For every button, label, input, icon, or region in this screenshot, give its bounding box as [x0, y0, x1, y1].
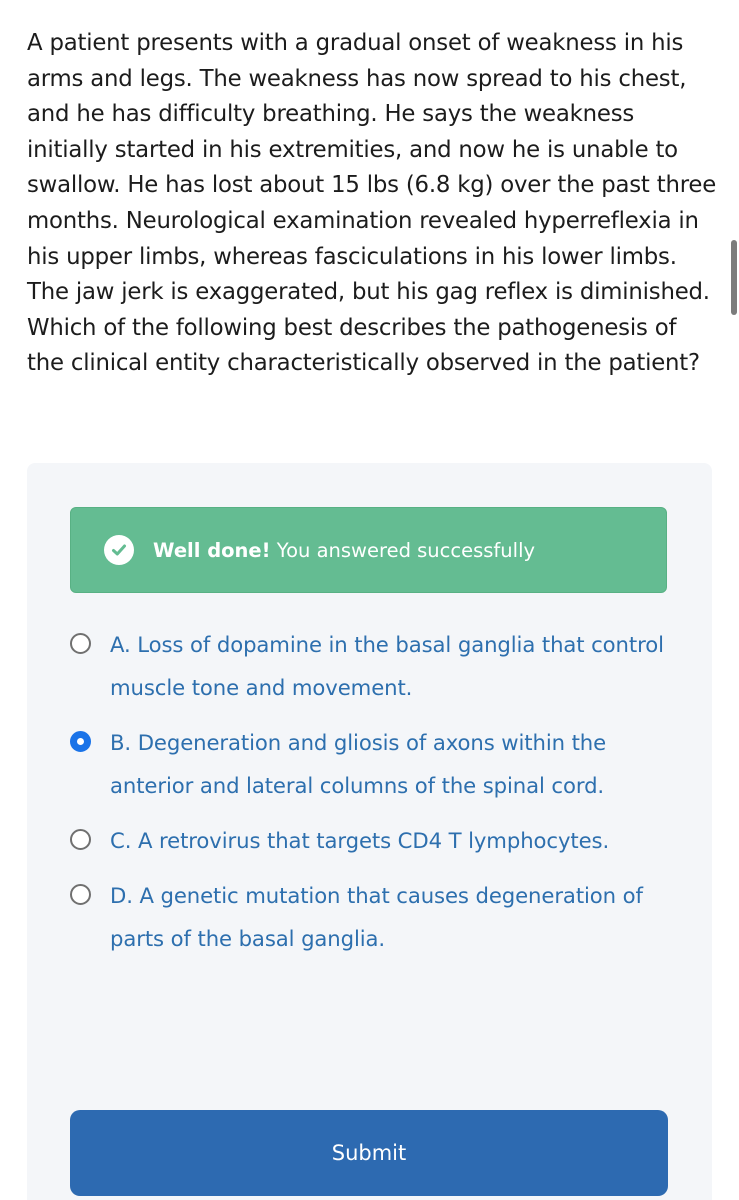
alert-strong-text: Well done!	[153, 538, 271, 562]
submit-button[interactable]: Submit	[70, 1110, 668, 1196]
option-a-label[interactable]: A. Loss of dopamine in the basal ganglia that control muscle tone and movement.	[110, 632, 664, 700]
question-text: A patient presents with a gradual onset of weakness in his arms and legs. The weakness has now spread to his chest, and he has difficulty breathing. He says the weakness initially started in his extremities, and now he is unable to swallow. He has lost about 15 lbs (6.8 kg) over the past three months. Neurological examination revealed hyperreflexia in his upper limbs, whereas fasciculations in his lower limbs. The jaw jerk is exaggerated, but his gag reflex is diminished. Which of the following best describes the pathogenesis of the clinical entity characteristically observed in the patient?	[27, 30, 717, 377]
success-alert	[70, 507, 667, 593]
option-c-label[interactable]: C. A retrovirus that targets CD4 T lymphocytes.	[110, 828, 610, 853]
answer-card	[27, 463, 712, 1200]
alert-message: You answered successfully	[270, 538, 536, 562]
check-circle-icon	[104, 535, 134, 565]
option-c[interactable]	[70, 819, 680, 862]
radio-option-b[interactable]	[70, 731, 91, 752]
alert-text	[153, 539, 535, 562]
radio-option-a[interactable]	[70, 633, 91, 654]
scrollbar-thumb[interactable]	[731, 240, 737, 315]
option-a[interactable]	[70, 623, 680, 709]
option-b-label[interactable]: B. Degeneration and gliosis of axons within the anterior and lateral columns of the spinal cord.	[110, 730, 607, 798]
options-list	[70, 623, 680, 972]
option-d-label[interactable]: D. A genetic mutation that causes degeneration of parts of the basal ganglia.	[110, 883, 643, 951]
radio-option-d[interactable]	[70, 884, 91, 905]
radio-option-c[interactable]	[70, 829, 91, 850]
option-d[interactable]	[70, 874, 680, 960]
option-b[interactable]	[70, 721, 680, 807]
